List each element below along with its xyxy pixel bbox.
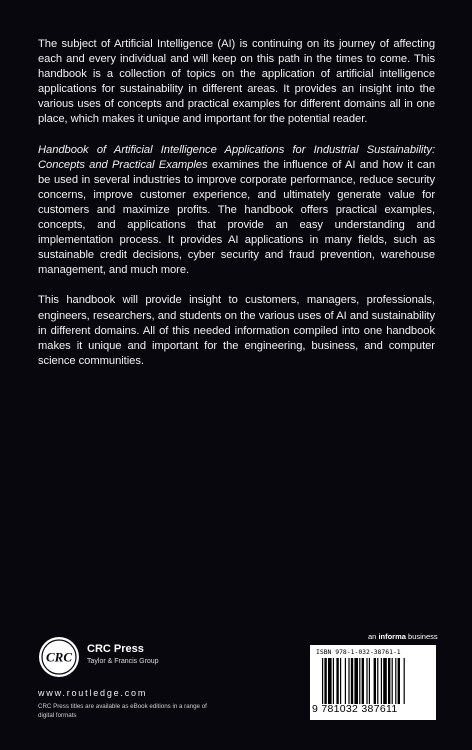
blurb-paragraph-2-body: examines the influence of AI and how it can be used in several industries to improve corporate performance, reduce security concerns, improve customer experience, and ultimately generate value for customers and maximize profits. The handbook offers practical examples, concepts, and applications that provide an easy understanding and implementation process. It provides AI applications in many fields, such as sustainable credit decisions, cyber security and fraud prevention, warehouse management, and much more. [38,158,435,277]
publisher-website[interactable]: www.routledge.com [38,688,148,698]
barcode-stripe [388,658,390,704]
barcode-stripe [336,658,338,704]
barcode-stripe [377,658,378,704]
informa-prefix: an [368,632,379,641]
barcode-stripe [354,658,358,704]
barcode-stripe [345,658,346,704]
barcode-stripe [392,658,393,704]
barcode-bars [322,658,430,704]
barcode-stripe [333,658,334,704]
blurb-paragraph-2 [38,143,435,279]
blurb-paragraph-3: This handbook will provide insight to customers, managers, professionals, engineers, researchers, and students on the various uses of AI and sustainability in different domains. All of this needed information compiled into one handbook makes it unique and important for the engineering, business, and computer science communities. [38,294,435,367]
barcode-stripe [340,658,341,704]
informa-suffix: business [405,632,438,641]
publisher-group: Taylor & Francis Group [87,658,159,665]
blurb-paragraph-1: The subject of Artificial Intelligence (AI) is continuing on its journey of affecting each and every individual and will keep on this path in the times to come. This handbook is a collection of topics on the application of artificial intelligence applications for sustainability in different areas. It provides an insight into the various uses of concepts and practical examples for different domains all in one place, which makes it unique and important for the potential reader. [38,38,435,126]
barcode-stripe [369,658,370,704]
isbn-barcode [310,645,436,720]
barcode-stripe [328,658,332,704]
barcode-stripe [381,658,382,704]
publisher-block [38,636,278,746]
barcode-stripe [351,658,353,704]
blurb-text [38,37,435,384]
barcode-stripe [322,658,323,704]
barcode-digits: 9 781032 387611 [312,703,398,715]
barcode-stripe [383,658,387,704]
ebook-availability-note: CRC Press titles are available as eBook editions in a range of digital formats [38,703,207,719]
publisher-name: CRC Press [87,643,144,655]
barcode-stripe [359,658,360,704]
barcode-stripe [395,658,396,704]
barcode-stripe [398,658,400,704]
crc-logo-text: CRC [45,649,73,665]
informa-business-label [368,632,438,641]
barcode-stripe [374,658,376,704]
barcode-stripe [366,658,367,704]
isbn-number: ISBN 978-1-032-38761-1 [316,648,401,656]
barcode-stripe [324,658,326,704]
barcode-stripe [404,658,405,704]
barcode-stripe [348,658,349,704]
book-title-italic: Handbook of Artificial Intelligence Applications for Industrial Sustainability: Concepts and Practical Examples [38,143,435,171]
informa-brand: informa [378,632,406,641]
crc-press-logo [38,636,80,678]
barcode-stripe [362,658,364,704]
